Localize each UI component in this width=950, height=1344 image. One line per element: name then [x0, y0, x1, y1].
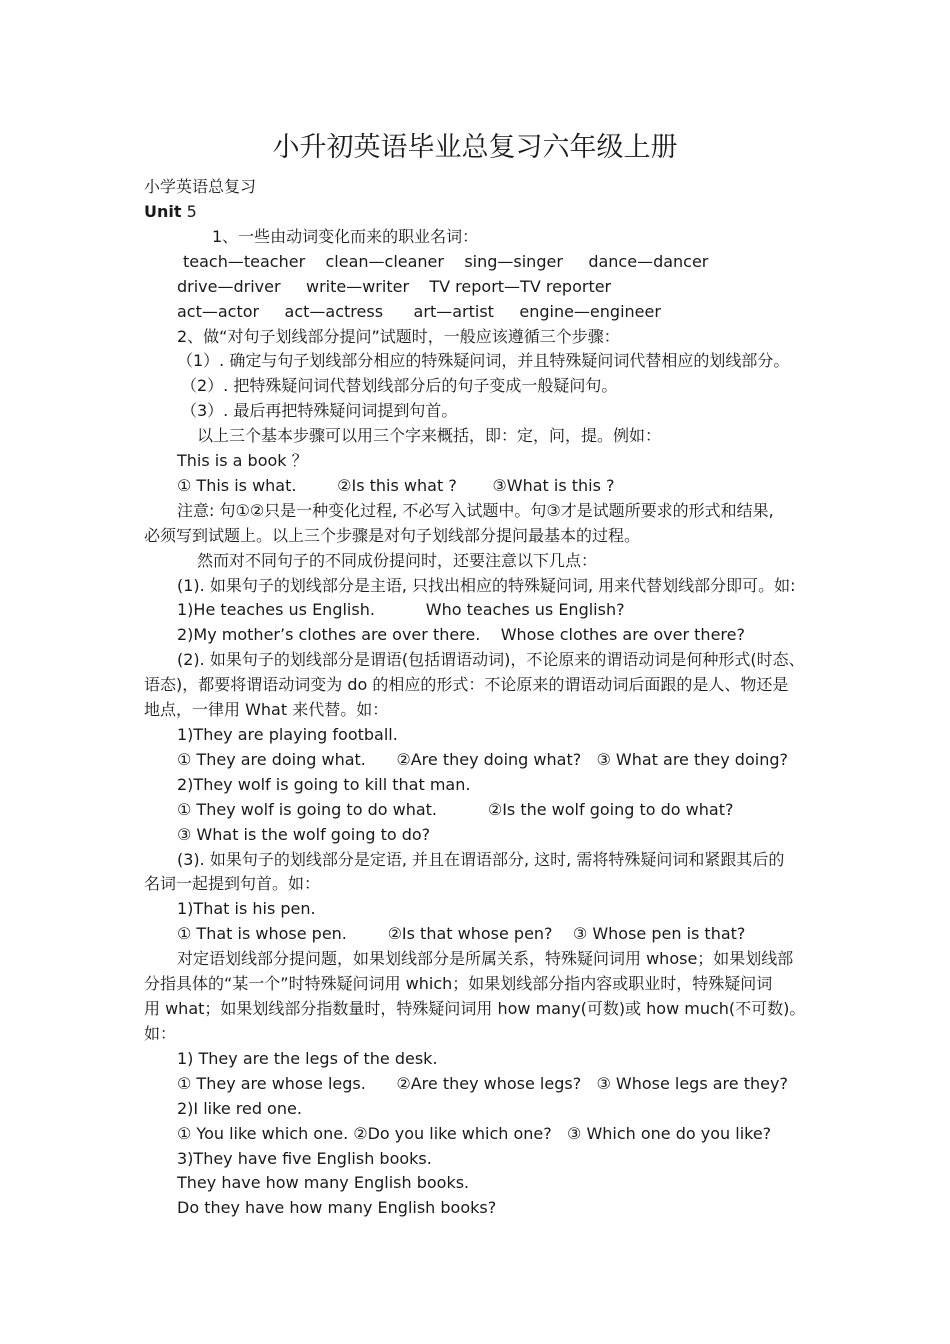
page-title: 小升初英语毕业总复习六年级上册	[272, 132, 678, 163]
text-line: teach—teacher clean—cleaner sing—singer dance—dancer	[183, 252, 709, 271]
text-line: 名词一起提到句首。如：	[144, 874, 321, 893]
text-line: drive—driver write—writer TV report—TV reporter	[177, 277, 612, 296]
text-line: 分指具体的“某一个”时特殊疑问词用 which；如果划线部分指内容或职业时，特殊疑问词	[144, 974, 773, 993]
text-line: 2)They wolf is going to kill that man.	[177, 775, 471, 794]
text-line: （2）. 把特殊疑问词代替划线部分后的句子变成一般疑问句。	[181, 376, 618, 395]
text-line: 必须写到试题上。以上三个步骤是对句子划线部分提问最基本的过程。	[144, 526, 641, 545]
unit-number: 5	[186, 202, 197, 221]
unit-heading	[144, 200, 950, 224]
text-line: 3)They have five English books.	[177, 1149, 432, 1168]
text-line: 用 what；如果划线部分指数量时，特殊疑问词用 how many(可数)或 how much(不可数)。	[144, 999, 806, 1018]
text-line: 1)That is his pen.	[177, 899, 316, 918]
text-line: 如：	[144, 1024, 177, 1043]
text-line: 地点，一律用 What 来代替。如：	[144, 700, 389, 719]
text-line: 2)My mother’s clothes are over there. Whose clothes are over there?	[177, 625, 745, 644]
text-line: 2、做“对句子划线部分提问”试题时，一般应该遵循三个步骤：	[177, 327, 620, 346]
text-line: （1）. 确定与句子划线部分相应的特殊疑问词，并且特殊疑问词代替相应的划线部分。	[177, 351, 790, 370]
text-line: 语态)，都要将谓语动词变为 do 的相应的形式：不论原来的谓语动词后面跟的是人、物还是	[144, 675, 789, 694]
text-line: (3). 如果句子的划线部分是定语, 并且在谓语部分, 这时, 需将特殊疑问词和紧跟其后的	[177, 850, 785, 869]
text-line: ① You like which one. ②Do you like which one? ③ Which one do you like?	[177, 1124, 772, 1143]
text-line: ① That is whose pen. ②Is that whose pen? ③ Whose pen is that?	[177, 924, 746, 943]
text-line: ① They wolf is going to do what. ②Is the wolf going to do what?	[177, 800, 734, 819]
text-line: ① They are doing what. ②Are they doing what? ③ What are they doing?	[177, 750, 788, 769]
text-line: (2). 如果句子的划线部分是谓语(包括谓语动词)，不论原来的谓语动词是何种形式(时态、	[177, 650, 805, 669]
text-line: （3）. 最后再把特殊疑问词提到句首。	[181, 401, 458, 420]
text-line: Do they have how many English books?	[177, 1198, 497, 1217]
text-line: 1)They are playing football.	[177, 725, 398, 744]
text-line: 1)He teaches us English. Who teaches us English?	[177, 600, 625, 619]
text-line: ① This is what. ②Is this what ? ③What is this ?	[177, 476, 615, 495]
text-line: 然而对不同句子的不同成份提问时，还要注意以下几点：	[197, 551, 598, 570]
text-line: act—actor act—actress art—artist engine—engineer	[177, 302, 661, 321]
text-line: They have how many English books.	[177, 1173, 470, 1192]
text-line: ③ What is the wolf going to do?	[177, 825, 431, 844]
text-line: (1). 如果句子的划线部分是主语, 只找出相应的特殊疑问词, 用来代替划线部分即可。如:	[177, 576, 796, 595]
text-line: 对定语划线部分提问题，如果划线部分是所属关系，特殊疑问词用 whose；如果划线部	[177, 949, 794, 968]
unit-label: Unit	[144, 202, 182, 221]
text-line: 注意: 句①②只是一种变化过程, 不必写入试题中。句③才是试题所要求的形式和结果,	[177, 501, 774, 520]
text-line: ① They are whose legs. ②Are they whose legs? ③ Whose legs are they?	[177, 1074, 788, 1093]
text-line: This is a book ？	[177, 451, 308, 470]
text-line: 1、一些由动词变化而来的职业名词：	[212, 227, 479, 246]
text-line: 1) They are the legs of the desk.	[177, 1049, 438, 1068]
text-line: 以上三个基本步骤可以用三个字来概括，即：定，问，提。例如：	[197, 426, 662, 445]
subtitle: 小学英语总复习	[144, 177, 257, 196]
text-line: 2)I like red one.	[177, 1099, 302, 1118]
